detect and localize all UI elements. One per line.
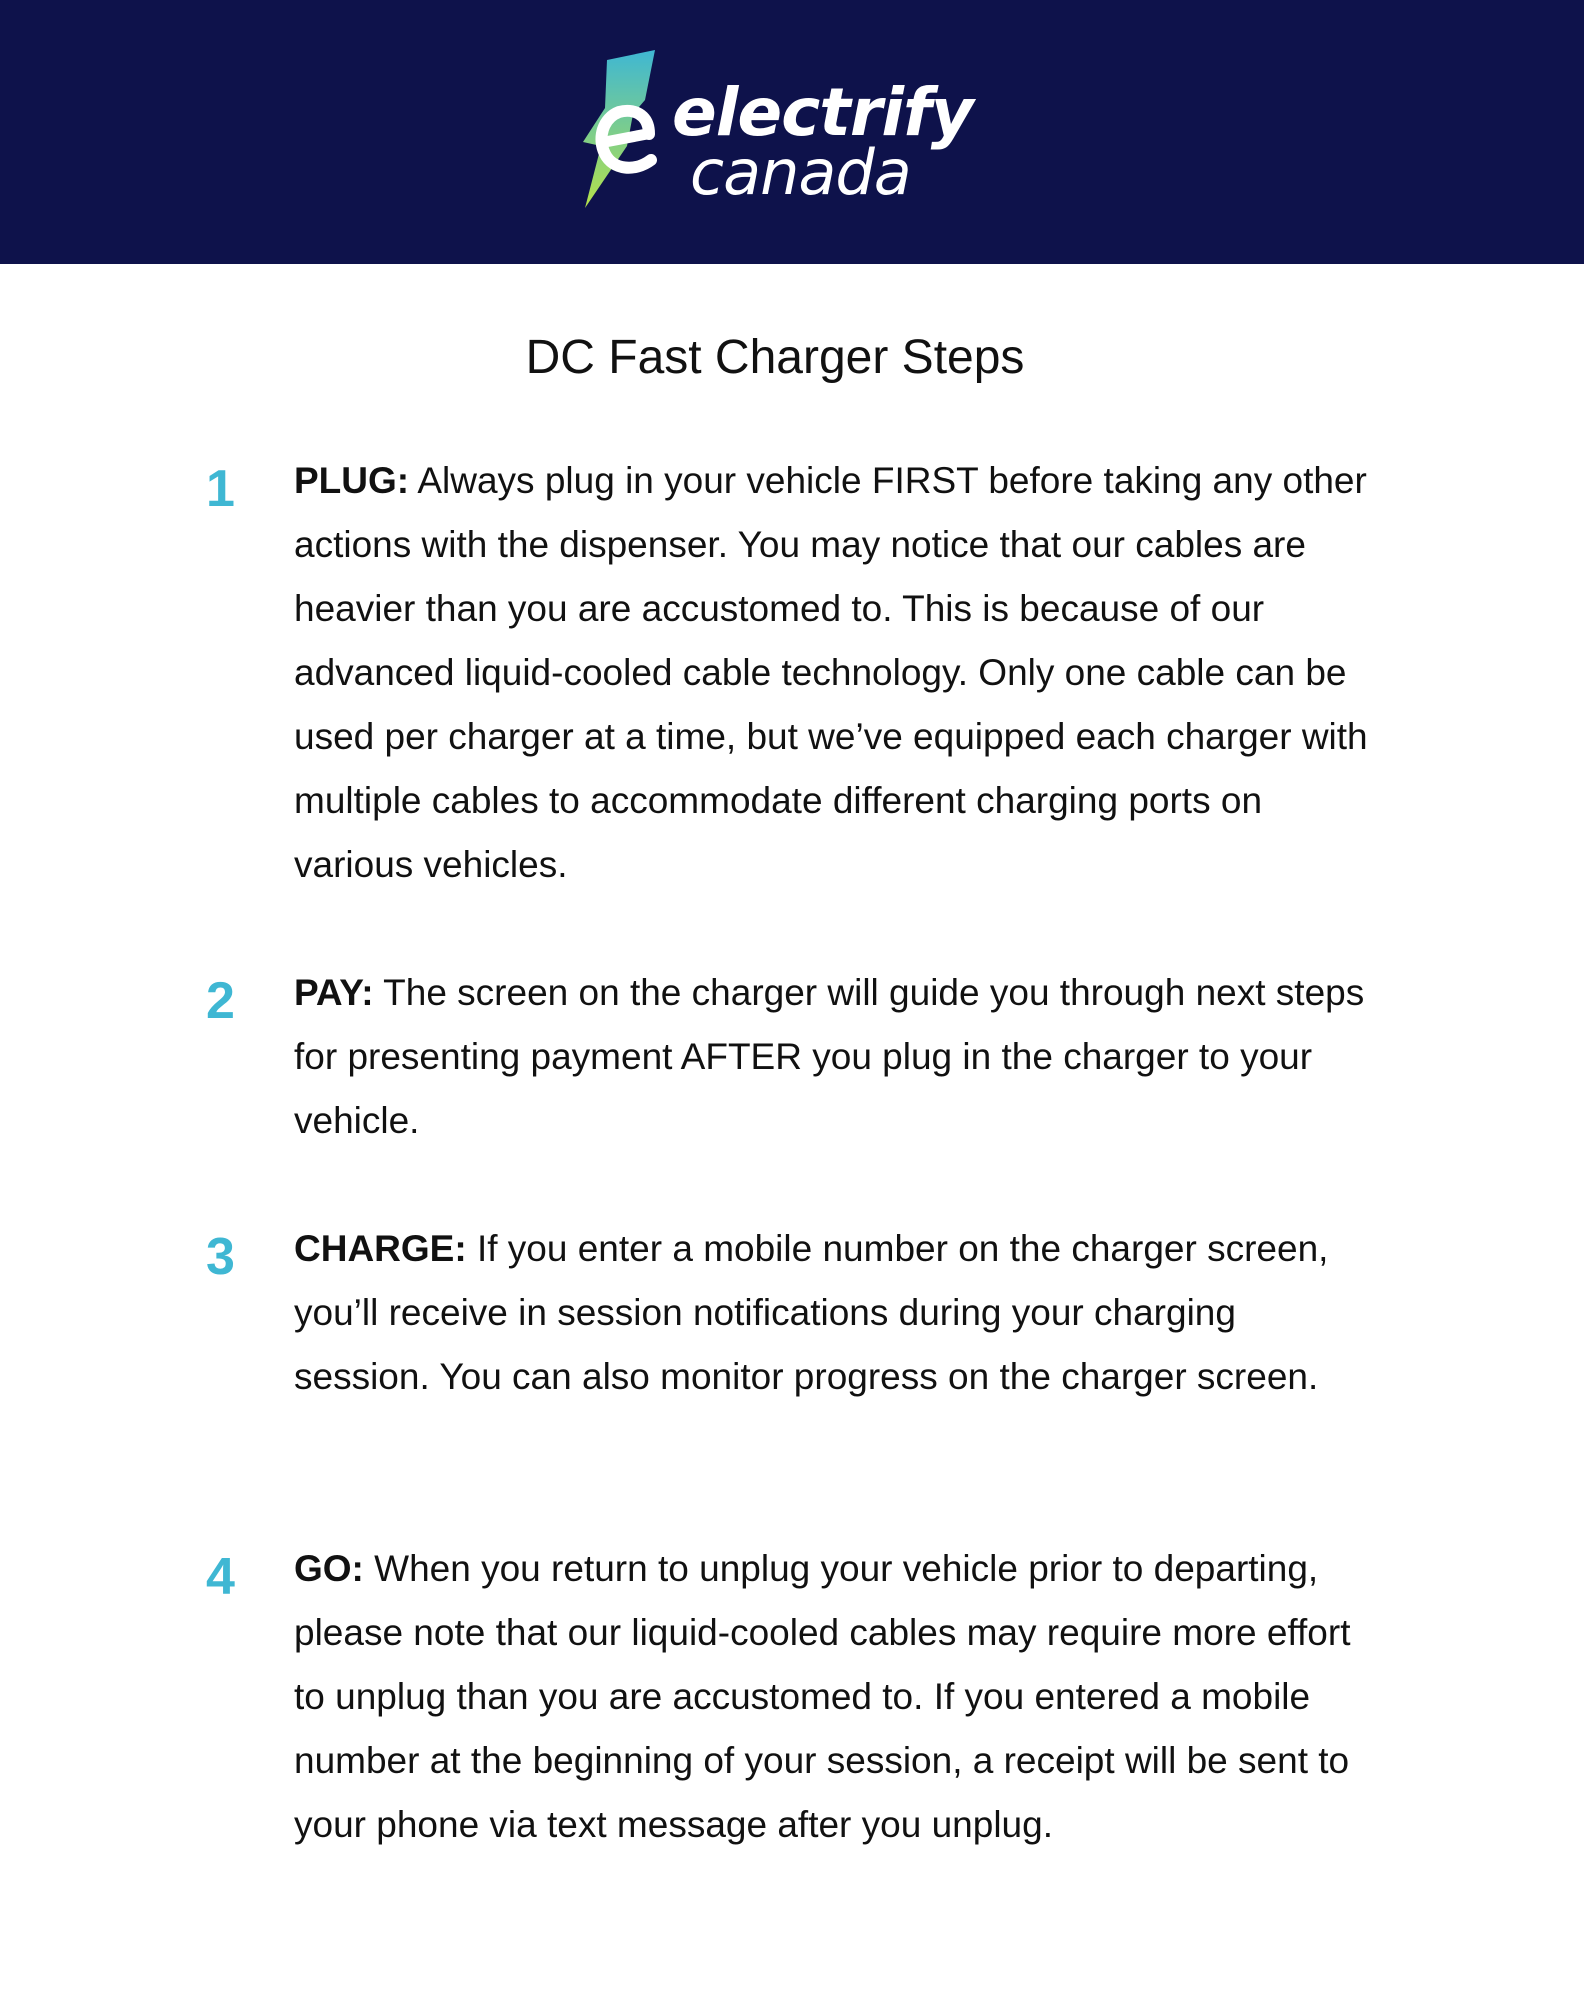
step-number: 1 [206,460,235,518]
step-number: 2 [206,972,235,1030]
step-description [294,1537,1374,1857]
brand-header [0,0,1584,264]
step-keyword: GO: [294,1548,364,1589]
step-keyword: PLUG: [294,460,410,501]
step-body: When you return to unplug your vehicle prior to departing, please note that our liquid-cooled cables may require more effort to unplug than you are accustomed to. If you entered a mobile number at the beginning of your session, a receipt will be sent to your phone via text message after you unplug. [294,1548,1351,1845]
step-body: If you enter a mobile number on the charger screen, you’ll receive in session notifications during your charging session. You can also monitor progress on the charger screen. [294,1228,1329,1397]
page-title: DC Fast Charger Steps [525,331,1025,384]
step-keyword: CHARGE: [294,1228,467,1269]
step-body: Always plug in your vehicle FIRST before taking any other actions with the dispenser. You may notice that our cables are heavier than you are accustomed to. This is because of our advanced liquid-cooled cable technology. Only one cable can be used per charger at a time, but we’ve equipped each charger with multiple cables to accommodate different charging ports on various vehicles. [294,460,1368,885]
lightning-bolt-e-icon [575,48,675,208]
step-description [294,961,1374,1153]
brand-name: electrify [672,74,973,151]
step-keyword: PAY: [294,972,374,1013]
brand-region: canada [690,136,911,209]
step-description [294,1217,1374,1409]
electrify-canada-logo [575,48,973,218]
step-number: 3 [206,1228,235,1286]
step-description [294,449,1374,897]
step-number: 4 [206,1548,235,1606]
step-body: The screen on the charger will guide you through next steps for presenting payment AFTER you plug in the charger to your vehicle. [294,972,1365,1141]
